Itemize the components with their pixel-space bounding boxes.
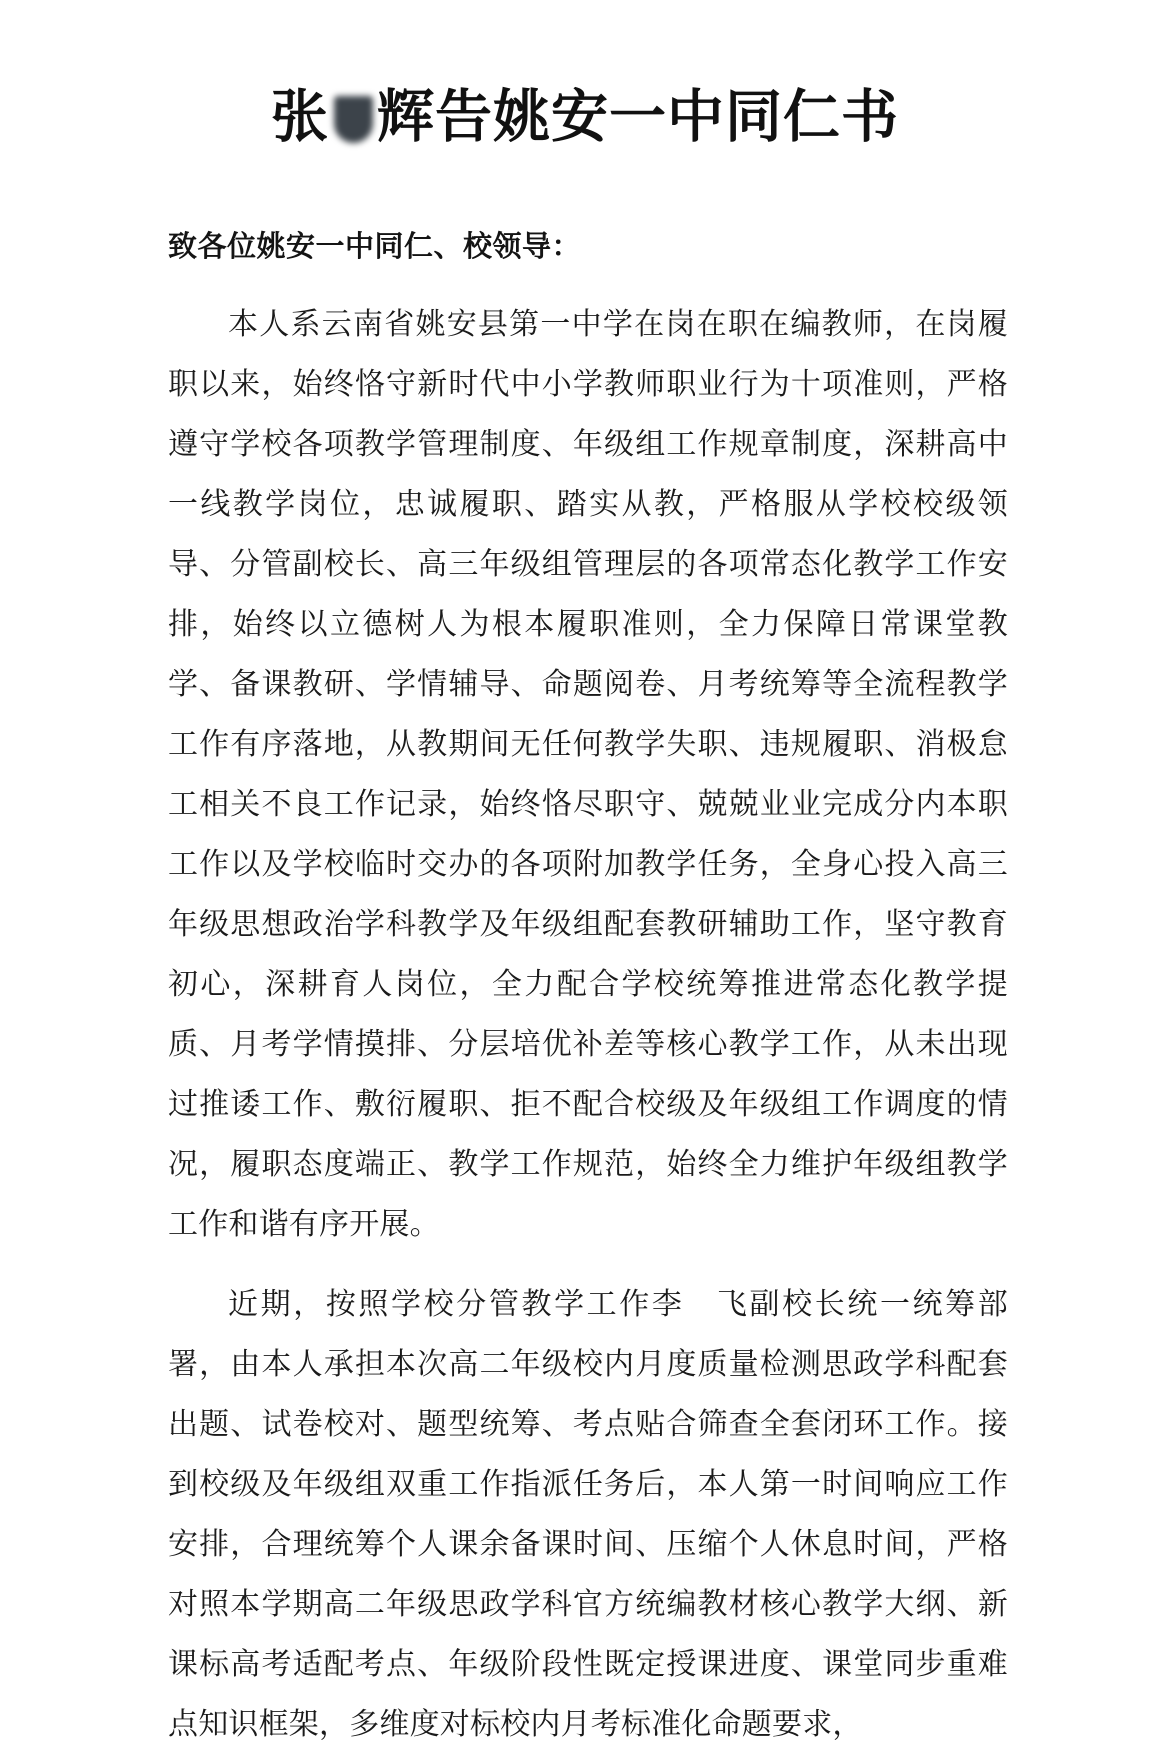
salutation: 致各位姚安一中同仁、校领导：	[168, 231, 582, 263]
body-paragraph-1: 本人系云南省姚安县第一中学在岗在职在编教师，在岗履职以来，始终恪守新时代中小学教师职业行为十项准则，严格遵守学校各项教学管理制度、年级组工作规章制度，深耕高中一线教学岗位，忠诚履职、踏实从教，严格服从学校校级领导、分管副校长、高三年级组管理层的各项常态化教学工作安排，始终以立德树人为根本履职准则，全力保障日常课堂教学、备课教研、学情辅导、命题阅卷、月考统筹等全流程教学工作有序落地，从教期间无任何教学失职、违规履职、消极怠工相关不良工作记录，始终恪尽职守、兢兢业业完成分内本职工作以及学校临时交办的各项附加教学任务，全身心投入高三年级思想政治学科教学及年级组配套教研辅助工作，坚守教育初心，深耕育人岗位，全力配合学校统筹推进常态化教学提质、月考学情摸排、分层培优补差等核心教学工作，从未出现过推诿工作、敷衍履职、拒不配合校级及年级组工作调度的情况，履职态度端正、教学工作规范，始终全力维护年级组教学工作和谐有序开展。	[168, 308, 1008, 1242]
page-title	[0, 82, 1170, 153]
redacted-name-gap-icon	[685, 1289, 715, 1319]
body-paragraph-2	[168, 1275, 1008, 1755]
redacted-name-blob-icon	[331, 92, 375, 146]
paragraph-2-text-after-redaction: 飞副校长统一统筹部署，由本人承担本次高二年级校内月度质量检测思政学科配套出题、试卷校对、题型统筹、考点贴合筛查全套闭环工作。接到校级及年级组双重工作指派任务后，本人第一时间响应工作安排，合理统筹个人课余备课时间、压缩个人休息时间，严格对照本学期高二年级思政学科官方统编教材核心教学大纲、新课标高考适配考点、年级阶段性既定授课进度、课堂同步重难点知识框架，多维度对标校内月考标准化命题要求，	[168, 1288, 1008, 1742]
document-body	[168, 228, 1008, 1755]
page-title-text-after-redaction: 辉告姚安一中同仁书	[377, 85, 899, 150]
page-title-text-before-redaction: 张	[271, 85, 329, 150]
paragraph-2-text-before-redaction: 近期，按照学校分管教学工作李	[228, 1288, 685, 1322]
